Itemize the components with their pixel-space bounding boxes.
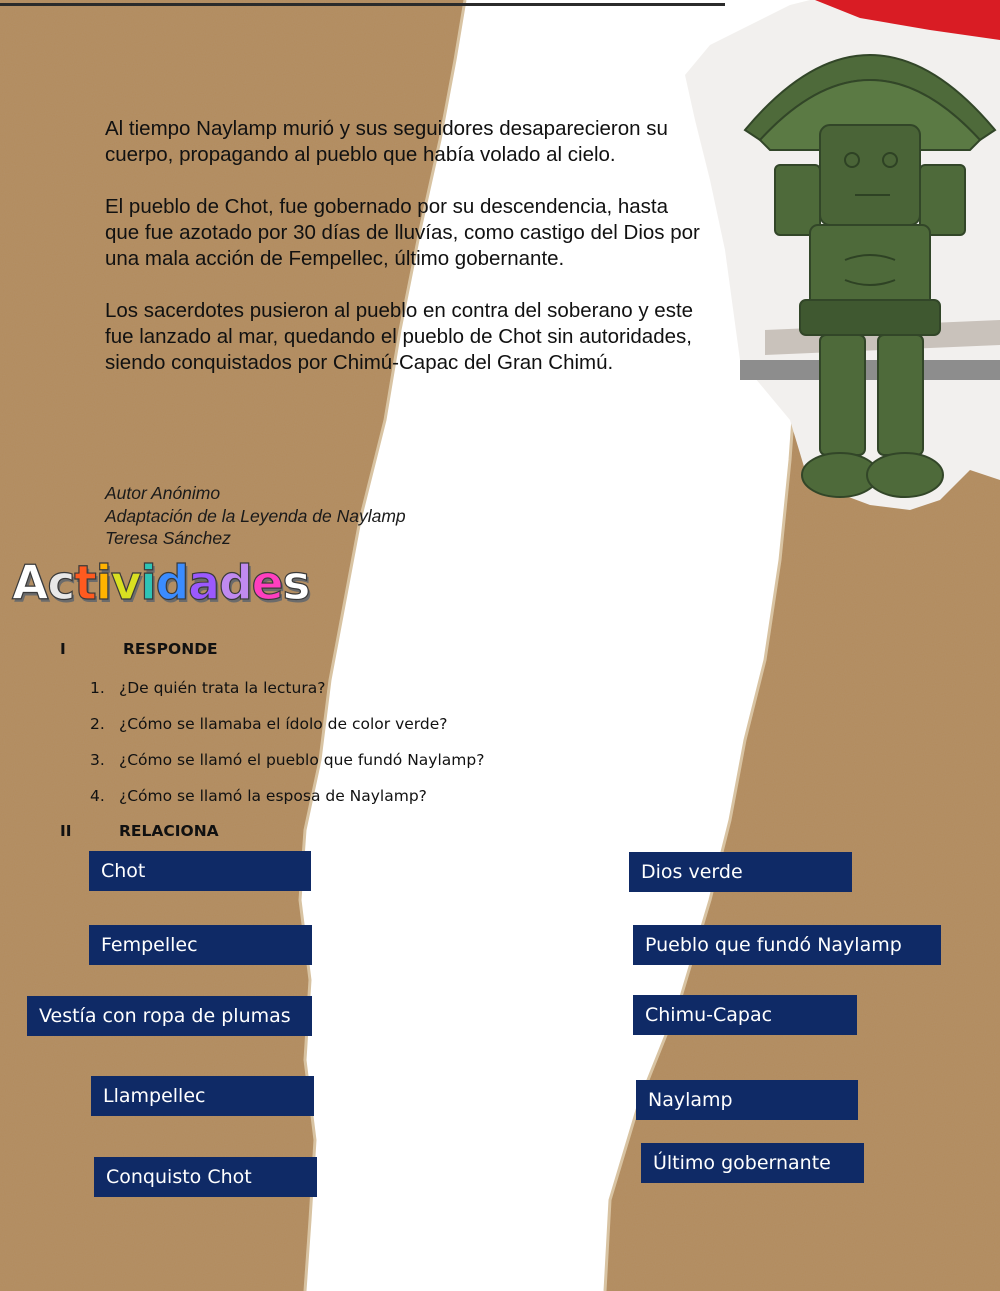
section-2-numeral: II bbox=[60, 822, 72, 840]
credit-adaptation: Adaptación de la Leyenda de Naylamp bbox=[105, 505, 406, 526]
title-letter: v bbox=[110, 556, 141, 611]
top-border-line bbox=[0, 3, 725, 6]
reading-paragraph: Los sacerdotes pusieron al pueblo en contra del soberano y este fue lanzado al mar, quedando el pueblo de Chot sin autoridades, siendo conquistados por Chimú-Capac del Gran Chimú. bbox=[105, 299, 694, 374]
green-idol-image bbox=[680, 0, 1000, 512]
section-1-heading: RESPONDE bbox=[123, 640, 218, 658]
match-right-item[interactable]: Último gobernante bbox=[641, 1143, 864, 1183]
title-letter: i bbox=[140, 556, 156, 611]
title-letter: i bbox=[95, 556, 111, 611]
title-letter: e bbox=[251, 556, 283, 611]
match-left-item[interactable]: Chot bbox=[89, 851, 311, 891]
match-left-item[interactable]: Llampellec bbox=[91, 1076, 314, 1116]
match-left-item[interactable]: Vestía con ropa de plumas bbox=[27, 996, 312, 1036]
activities-title bbox=[12, 556, 310, 611]
credit-name: Teresa Sánchez bbox=[105, 528, 231, 548]
section-2-heading: RELACIONA bbox=[119, 822, 219, 840]
question-number: 1. bbox=[90, 679, 105, 697]
title-letter: A bbox=[12, 556, 48, 611]
match-right-item[interactable]: Naylamp bbox=[636, 1080, 858, 1120]
match-left-item[interactable]: Fempellec bbox=[89, 925, 312, 965]
question-text: ¿Cómo se llamaba el ídolo de color verde? bbox=[119, 715, 448, 733]
question-number: 2. bbox=[90, 715, 105, 733]
reading-paragraph: El pueblo de Chot, fue gobernado por su descendencia, hasta que fue azotado por 30 días de lluvías, como castigo del Dios por una mala acción de Fempellec, último gobernante. bbox=[105, 195, 700, 270]
title-letter: s bbox=[282, 556, 310, 611]
match-left-item[interactable]: Conquisto Chot bbox=[94, 1157, 317, 1197]
match-right-item[interactable]: Dios verde bbox=[629, 852, 852, 892]
title-letter: a bbox=[188, 556, 219, 611]
title-letter: c bbox=[47, 556, 75, 611]
question-text: ¿Cómo se llamó la esposa de Naylamp? bbox=[119, 787, 427, 805]
question-number: 4. bbox=[90, 787, 105, 805]
section-1-numeral: I bbox=[60, 640, 66, 658]
title-letter: t bbox=[74, 556, 96, 611]
question-text: ¿Cómo se llamó el pueblo que fundó Naylamp? bbox=[119, 751, 485, 769]
question-text: ¿De quién trata la lectura? bbox=[119, 679, 326, 697]
match-right-item[interactable]: Chimu-Capac bbox=[633, 995, 857, 1035]
reading-paragraph: Al tiempo Naylamp murió y sus seguidores desaparecieron su cuerpo, propagando al pueblo que había volado al cielo. bbox=[105, 117, 668, 166]
title-letter: d bbox=[155, 556, 189, 611]
question-number: 3. bbox=[90, 751, 105, 769]
reading-passage bbox=[105, 116, 705, 402]
reading-credits bbox=[105, 482, 406, 550]
credit-author: Autor Anónimo bbox=[105, 483, 221, 503]
title-letter: d bbox=[218, 556, 252, 611]
match-right-item[interactable]: Pueblo que fundó Naylamp bbox=[633, 925, 941, 965]
